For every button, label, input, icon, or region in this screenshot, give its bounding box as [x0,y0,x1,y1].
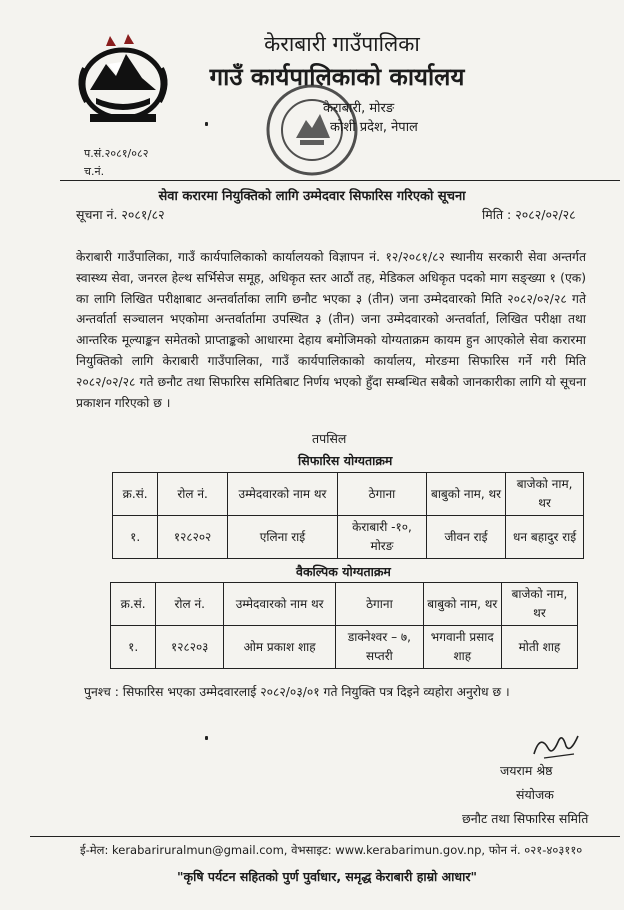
cell-name: ओम प्रकाश शाह [224,626,336,669]
col-address: ठेगाना [338,473,427,516]
cell-father: भगवानी प्रसाद शाह [423,626,501,669]
cell-serial: १. [111,626,156,669]
col-serial: क्र.सं. [113,473,158,516]
header-divider [60,180,620,181]
cell-grandfather: धन बहादुर राई [506,516,584,559]
col-grandfather: बाजेको नाम, थर [501,583,577,626]
recommended-table-title: सिफारिस योग्यताक्रम [298,453,393,468]
col-name: उम्मेदवारको नाम थर [227,473,337,516]
office-name-line1: केराबारी गाउँपालिका [264,32,420,56]
cell-father: जीवन राई [426,516,505,559]
footer-contact: ई-मेल: kerabariruralmun@gmail.com, वेभसाइट: www.kerabarimun.gov.np, फोन नं. ०२१-४०३११० [80,843,583,857]
footer-divider [30,836,620,837]
table-header-row [111,583,578,626]
table-row [113,516,584,559]
col-address: ठेगाना [336,583,424,626]
col-father: बाबुको नाम, थर [426,473,505,516]
notice-title: सेवा करारमा नियुक्तिको लागि उम्मेदवार सिफारिस गरिएको सूचना [158,189,466,204]
signatory-committee: छनौट तथा सिफारिस समिति [462,811,589,826]
signature-icon [530,724,582,762]
ink-dot [205,736,208,740]
footer-motto: "कृषि पर्यटन सहितको पुर्ण पुर्वाधार, समृद्ध केराबारी हाम्रो आधार" [177,869,477,884]
cell-address: डाक्नेश्वर – ७, सप्तरी [336,626,424,669]
col-father: बाबुको नाम, थर [423,583,501,626]
ink-dot [205,122,208,126]
reference-number: प.सं.२०८१/०८२ [84,147,149,160]
cell-address: केराबारी -१०, मोरङ [338,516,427,559]
col-roll: रोल नं. [156,583,224,626]
alternate-table-title: वैकल्पिक योग्यताक्रम [296,564,391,579]
col-roll: रोल नं. [158,473,228,516]
postscript-note: पुनश्च : सिफारिस भएका उम्मेदवारलाई २०८२/०३/०१ गते नियुक्ति पत्र दिइने व्यहोरा अनुरोध छ । [84,685,510,699]
cell-roll: १२८२०२ [158,516,228,559]
notice-number: सूचना नं. २०८१/८२ [76,207,165,222]
cell-roll: १२८२०३ [156,626,224,669]
alternate-table [110,582,578,669]
cell-name: एलिना राई [227,516,337,559]
reference-block [84,145,148,181]
cell-serial: १. [113,516,158,559]
recommended-table [112,472,584,559]
cell-grandfather: मोती शाह [501,626,577,669]
col-serial: क्र.सं. [111,583,156,626]
table-header-row [113,473,584,516]
signatory-name: जयराम श्रेष्ठ [500,763,553,778]
office-name-line2: गाउँ कार्यपालिकाको कार्यालय [209,63,465,91]
signatory-role: संयोजक [516,787,554,802]
col-grandfather: बाजेको नाम, थर [506,473,584,516]
office-location: केराबारी, मोरङ [323,101,395,116]
col-name: उम्मेदवारको नाम थर [224,583,336,626]
notice-date: मिति : २०८२/०२/२८ [482,207,576,222]
details-label: तपसिल [312,431,347,446]
table-row [111,626,578,669]
notice-body: केराबारी गाउँपालिका, गाउँ कार्यपालिकाको कार्यालयको विज्ञापन नं. १२/२०८१/८२ स्थानीय सरकारी सेवा अन्तर्गत स्वास्थ्य सेवा, जनरल हेल्थ सर्भिसेज समूह, अधिकृत स्तर आठौं तह, मेडिकल अधिकृत पदको माग सङ्ख्या १ (एक) का लागि लिखित परीक्षाबाट अन्तर्वार्ताका लागि छनौट भएका ३ (तीन) जना उम्मेदवारको मिति २०८२/०२/२८ गते अन्तर्वार्ता सञ्चालन भएकोमा अन्तर्वार्तामा उपस्थित ३ (तीन) जना उम्मेदवारको अन्तर्वार्ता, लिखित परीक्षा तथा आन्तरिक मूल्याङ्कन समेतको प्राप्ताङ्कको आधारमा देहाय बमोजिमको योग्यताक्रम कायम हुन आएकोले सेवा करारमा नियुक्तिको लागि केराबारी गाउँपालिका, गाउँ कार्यपालिकाको कार्यालय, मोरङमा सिफारिस गर्ने गरी मिति २०८२/०२/२८ गते छनौट तथा सिफारिस समितिबाट निर्णय भएको हुँदा सम्बन्धित सबैको जानकारीका लागि यो सूचना प्रकाशन गरिएको छ । [76,250,586,410]
dispatch-number: च.नं. [84,165,105,178]
office-province: कोशी प्रदेश, नेपाल [330,120,418,135]
